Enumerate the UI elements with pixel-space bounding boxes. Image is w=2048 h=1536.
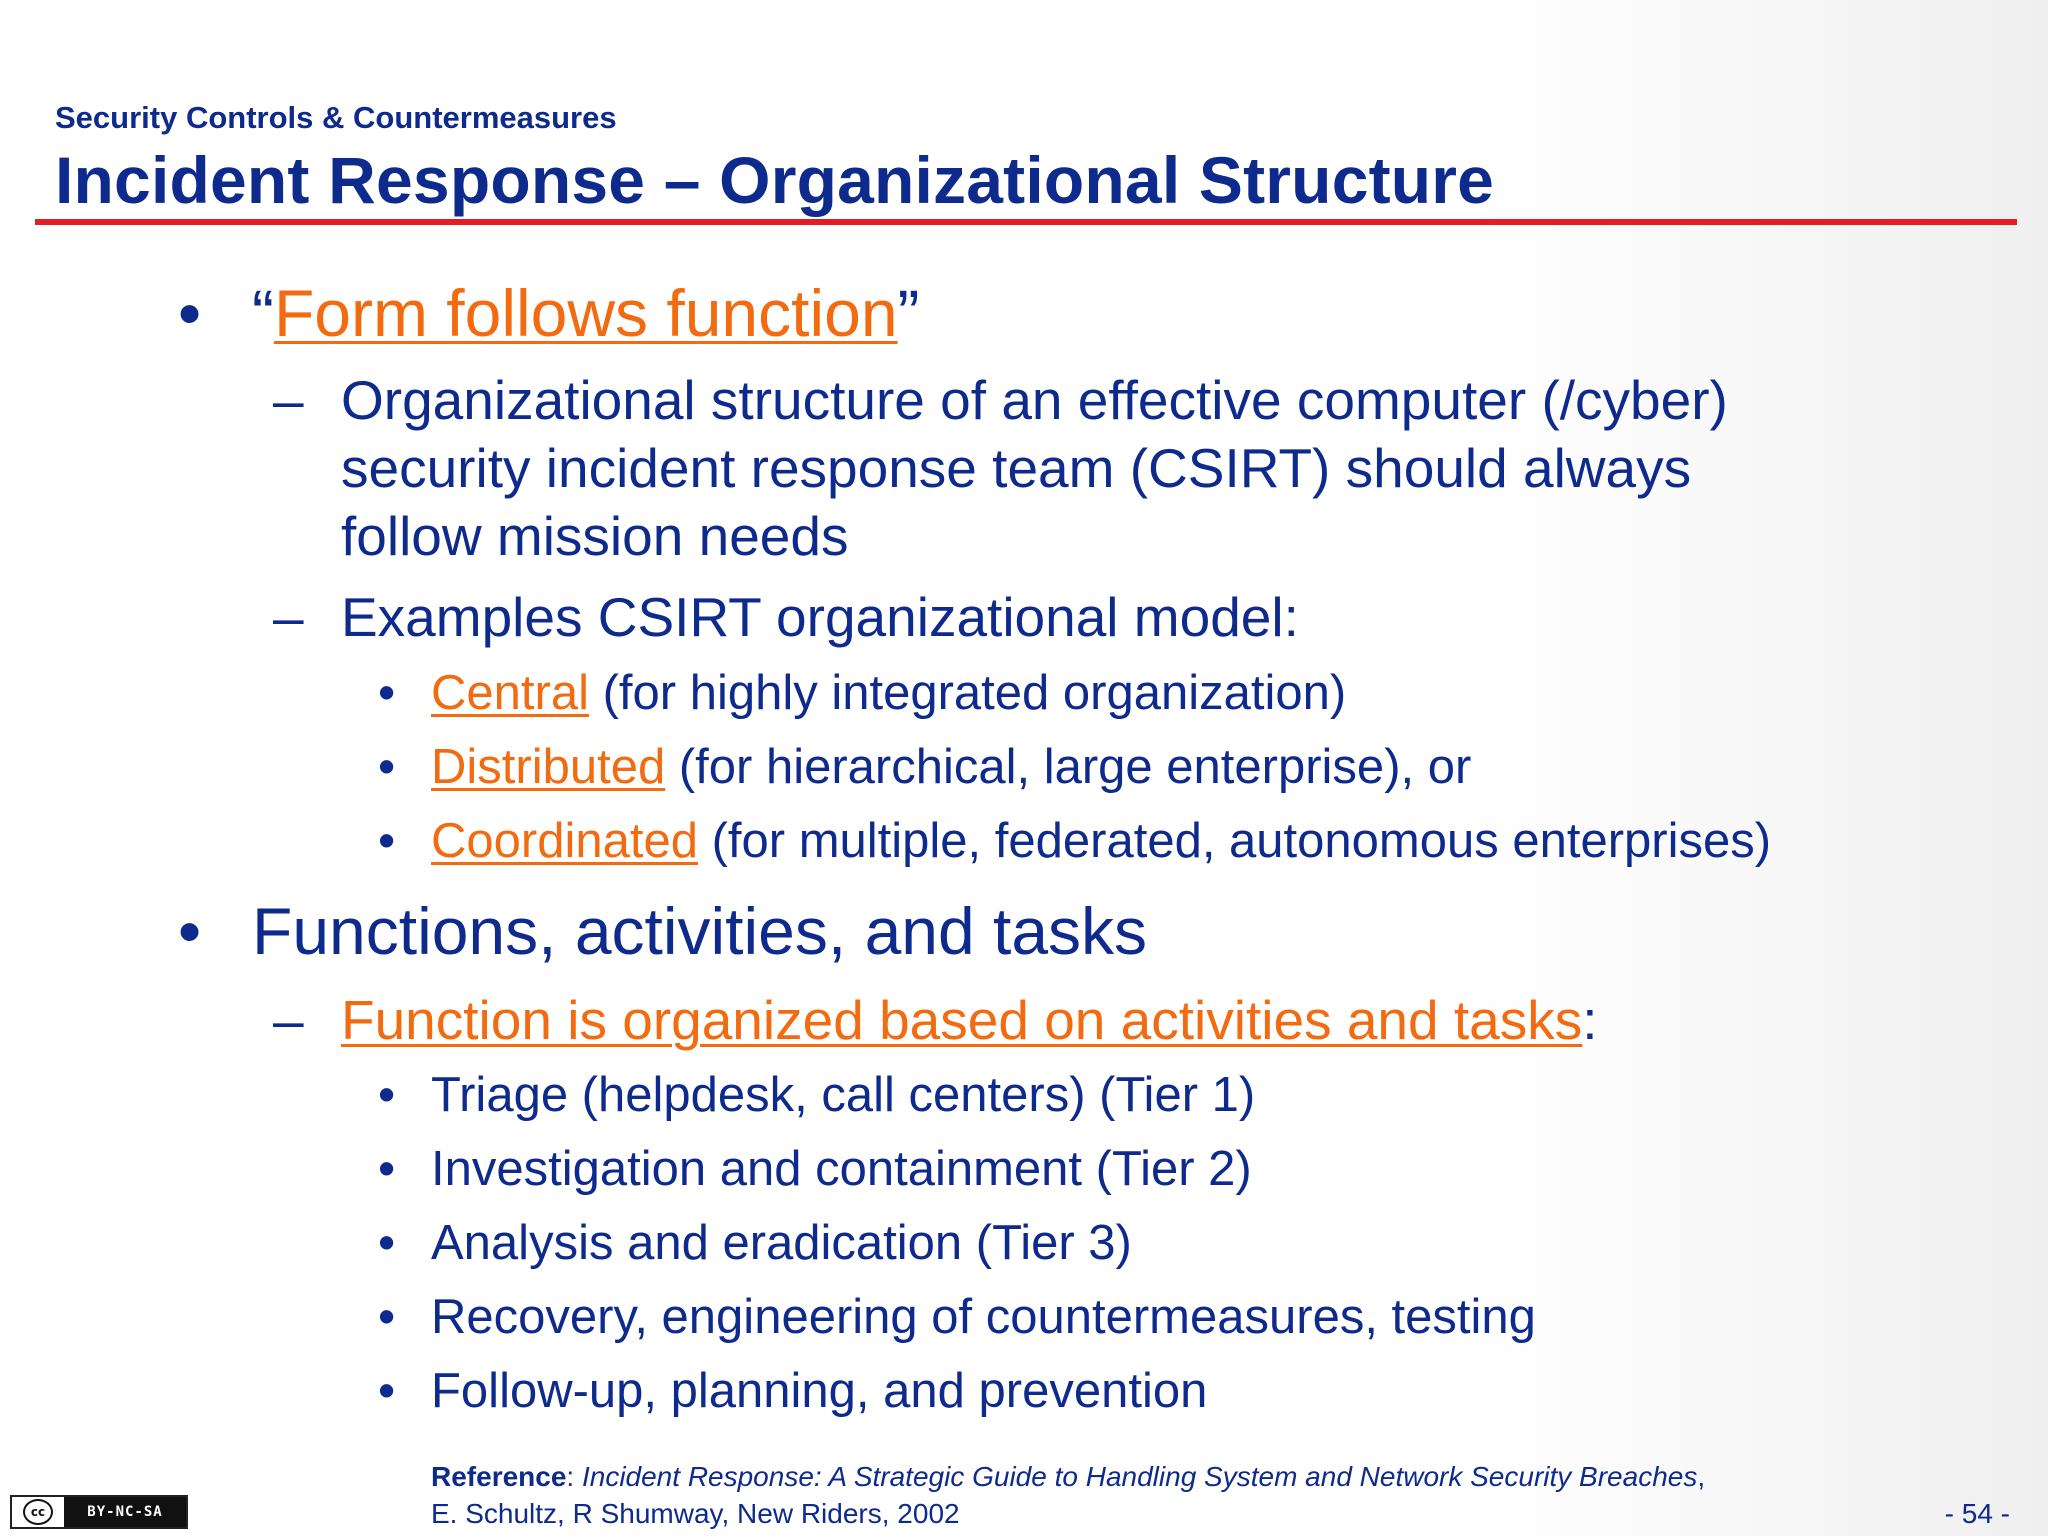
open-quote: “ (252, 276, 274, 350)
reference-colon: : (566, 1461, 582, 1492)
bullet-marker: • (378, 1216, 396, 1270)
close-quote: ” (897, 276, 920, 350)
creative-commons-icon (10, 1495, 188, 1529)
slide-title: Incident Response – Organizational Structure (55, 143, 1495, 217)
bullet-1-text (252, 275, 920, 351)
task-item-text: Triage (helpdesk, call centers) (Tier 1) (431, 1068, 1256, 1122)
bullet-marker: • (378, 1142, 396, 1196)
model-description: (for highly integrated organization) (588, 666, 1347, 720)
bullet-2-text: Functions, activities, and tasks (252, 894, 1148, 968)
form-follows-function-link[interactable]: Form follows function (273, 276, 898, 350)
bullet-marker: • (178, 894, 202, 968)
sub-bullet-1-1-line-3: follow mission needs (341, 505, 849, 567)
central-link[interactable]: Central (431, 666, 589, 720)
sub-bullet-1-1-line-1: Organizational structure of an effective computer (/cyber) (341, 369, 1728, 431)
task-item-text: Follow-up, planning, and prevention (431, 1364, 1208, 1418)
page-number: - 54 - (1944, 1498, 2010, 1529)
model-item-text (431, 813, 1771, 869)
bullet-marker: • (378, 740, 396, 794)
cc-logo-part (12, 1497, 64, 1527)
reference-citation (431, 1458, 1705, 1532)
model-item-text (431, 739, 1471, 795)
dash-marker: – (273, 369, 304, 431)
license-label: BY-NC-SA (64, 1497, 186, 1527)
distributed-link[interactable]: Distributed (431, 740, 666, 794)
sub-bullet-1-1-line-2: security incident response team (CSIRT) should always (341, 437, 1692, 499)
model-description: (for multiple, federated, autonomous enterprises) (697, 814, 1772, 868)
bullet-marker: • (178, 276, 202, 350)
bullet-marker: • (378, 814, 396, 868)
dash-marker: – (273, 586, 304, 648)
cc-logo: cc (23, 1499, 53, 1525)
sub-bullet-1-2-text: Examples CSIRT organizational model: (341, 586, 1299, 648)
task-item-text: Analysis and eradication (Tier 3) (431, 1216, 1132, 1270)
colon-suffix: : (1582, 989, 1598, 1051)
bullet-marker: • (378, 1364, 396, 1418)
reference-line-1 (431, 1458, 1705, 1495)
task-item-text: Investigation and containment (Tier 2) (431, 1142, 1252, 1196)
model-item-text (431, 665, 1346, 721)
bullet-marker: • (378, 1290, 396, 1344)
reference-label: Reference (431, 1461, 567, 1492)
task-item-text: Recovery, engineering of countermeasures, testing (431, 1290, 1536, 1344)
sub-bullet-2-1-text (341, 988, 1598, 1052)
title-underline-rule (35, 219, 2017, 225)
dash-marker: – (273, 989, 304, 1051)
bullet-marker: • (378, 666, 396, 720)
reference-comma: , (1697, 1461, 1706, 1492)
function-organized-link[interactable]: Function is organized based on activities and tasks (341, 989, 1583, 1051)
section-subtitle: Security Controls & Countermeasures (55, 100, 617, 135)
coordinated-link[interactable]: Coordinated (431, 814, 698, 868)
model-description: (for hierarchical, large enterprise), or (665, 740, 1472, 794)
reference-book-title: Incident Response: A Strategic Guide to Handling System and Network Security Breaches (581, 1461, 1698, 1492)
reference-authors: E. Schultz, R Shumway, New Riders, 2002 (431, 1498, 960, 1529)
bullet-marker: • (378, 1068, 396, 1122)
